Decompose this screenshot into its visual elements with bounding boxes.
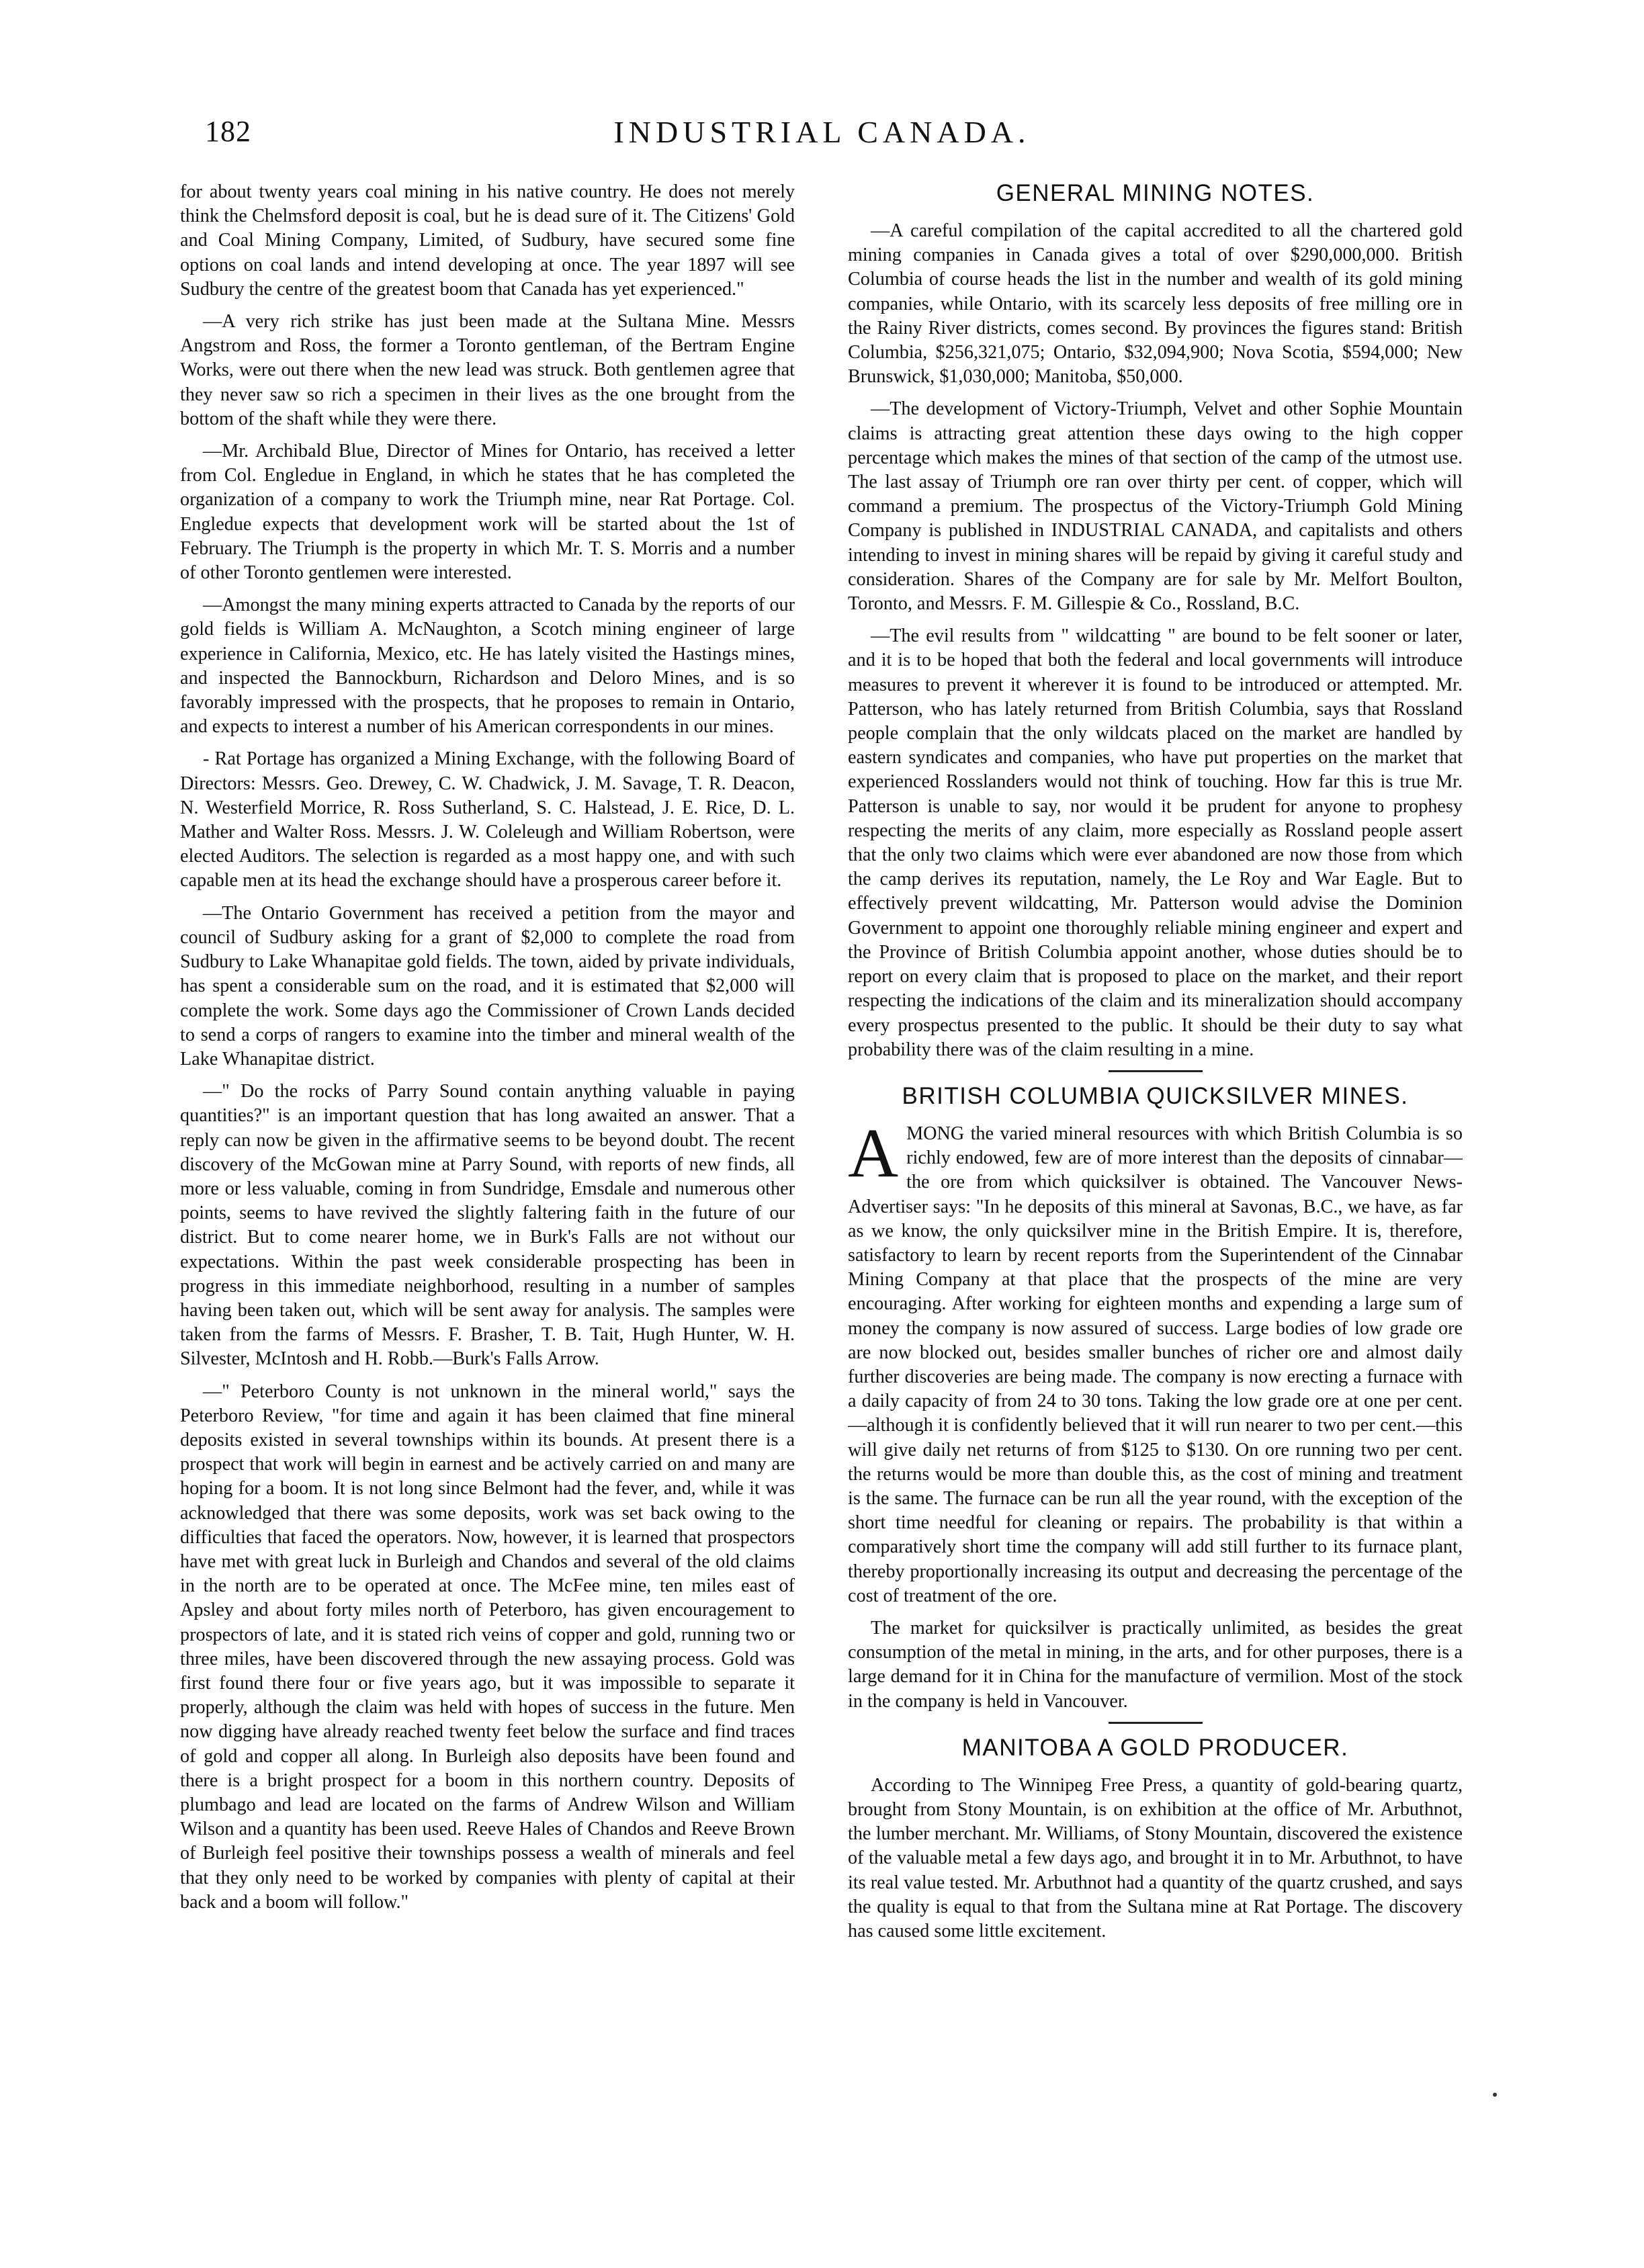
- right-column: [848, 180, 1463, 2228]
- article-paragraph: According to The Winnipeg Free Press, a quantity of gold-bearing quartz, brought from Stony Mountain, is on exhibition at the office of Mr. Arbuthnot, the lumber merchant. Mr. Williams, of Stony Mountain, discovered the existence of the valuable metal a few days ago, and brought it in to Mr. Arbuthnot, to have its real value tested. Mr. Arbuthnot had a quantity of the quartz crushed, and says the quality is equal to that from the Sultana mine at Rat Portage. The discovery has caused some little excitement.: [848, 1774, 1463, 1942]
- article-paragraph: —A very rich strike has just been made at the Sultana Mine. Messrs Angstrom and Ross, the former a Toronto gentleman, of the Bertram Engine Works, were out there when the new lead was struck. Both gentlemen agree that they never saw so rich a specimen in their lives as the one brought from the bottom of the shaft while they were there.: [180, 311, 795, 429]
- article-paragraph: The market for quicksilver is practically unlimited, as besides the great consumption of the metal in mining, in the arts, and for other purposes, there is a large demand for it in China for the manufacture of vermilion. Most of the stock in the company is held in Vancouver.: [848, 1617, 1463, 1712]
- article-paragraph: —The Ontario Government has received a petition from the mayor and council of Sudbury asking for a grant of $2,000 to complete the road from Sudbury to Lake Whanapitae gold fields. The town, aided by private individuals, has spent a considerable sum on the road, and it is estimated that $2,000 will complete the work. Some days ago the Commissioner of Crown Lands decided to send a corps of rangers to examine into the timber and mineral wealth of the Lake Whanapitae district.: [180, 902, 795, 1070]
- drop-cap: A: [848, 1114, 899, 1192]
- section-divider: [1109, 1070, 1203, 1072]
- page-header: [0, 0, 1644, 175]
- article-paragraph: —The evil results from " wildcatting " are bound to be felt sooner or later, and it is to be hoped that both the federal and local governments will introduce measures to prevent it wherever it is found to be introduced or attempted. Mr. Patterson, who has lately returned from British Columbia, says that Rossland people complain that the only wildcats placed on the market are handled by eastern syndicates and companies, who have put properties on the market that experienced Rosslanders would not think of touching. How far this is true Mr. Patterson is unable to say, nor would it be prudent for anyone to prophesy respecting the merits of any claim, more especially as Rossland people assert that the only two claims which were ever abandoned are now those from which the camp derives its reputation, namely, the Le Roy and War Eagle. But to effectively prevent wildcatting, Mr. Patterson would advise the Dominion Government to appoint one thoroughly reliable mining engineer and expert and the Province of British Columbia appoint another, whose duties should be to report on every claim that is proposed to place on the market, and their report respecting the indications of the claim and its mineralization should accompany every prospectus presented to the public. It should be their duty to say what probability there was of the claim resulting in a mine.: [848, 625, 1463, 1060]
- section-heading-manitoba: MANITOBA A GOLD PRODUCER.: [961, 1734, 1349, 1761]
- article-paragraph-lead: [848, 1114, 1463, 1608]
- article-paragraph: —A careful compilation of the capital accredited to all the chartered gold mining companies in Canada gives a total of over $290,000,000. British Columbia of course heads the list in the number and wealth of its gold mining companies, while Ontario, with its scarcely less deposits of free milling ore in the Rainy River districts, comes second. By provinces the figures stand: British Columbia, $256,321,075; Ontario, $32,094,900; Nova Scotia, $594,000; New Brunswick, $1,030,000; Manitoba, $50,000.: [848, 220, 1463, 388]
- running-title: INDUSTRIAL CANADA.: [613, 115, 1031, 149]
- article-paragraph: —Amongst the many mining experts attracted to Canada by the reports of our gold fields is William A. McNaughton, a Scotch mining engineer of large experience in California, Mexico, etc. He has lately visited the Hastings mines, and inspected the Bannockburn, Richardson and Deloro Mines, and is so favorably impressed with the prospects, that he proposes to remain in Ontario, and expects to interest a number of his American correspondents in our mines.: [180, 595, 795, 738]
- page-number: 182: [205, 115, 251, 148]
- article-paragraph: —" Do the rocks of Parry Sound contain anything valuable in paying quantities?" is an important question that has long awaited an answer. That a reply can now be given in the affirmative seems to be beyond doubt. The recent discovery of the McGowan mine at Parry Sound, with reports of new finds, all more or less valuable, coming in from Sundridge, Emsdale and numerous other points, seems to have revived the slightly faltering faith in the future of our district. But to come nearer home, we in Burk's Falls are not without our expectations. Within the past week considerable prospecting has been in progress in this immediate neighborhood, resulting in a number of samples having been taken out, which will be sent away for analysis. The samples were taken from the farms of Messrs. F. Brasher, T. B. Tait, Hugh Hunter, W. H. Silvester, McIntosh and H. Robb.—Burk's Falls Arrow.: [180, 1081, 795, 1370]
- article-paragraph: for about twenty years coal mining in his native country. He does not merely think the Chelmsford deposit is coal, but he is dead sure of it. The Citizens' Gold and Coal Mining Company, Limited, of Sudbury, have secured some fine options on coal lands and intend developing at once. The year 1897 will see Sudbury the centre of the greatest boom that Canada has yet experienced.": [180, 181, 795, 300]
- article-paragraph: —Mr. Archibald Blue, Director of Mines for Ontario, has received a letter from Col. Engledue in England, in which he states that he has completed the organization of a company to work the Triumph mine, near Rat Portage. Col. Engledue expects that development work will be started about the 1st of February. The Triumph is the property in which Mr. T. S. Morris and a number of other Toronto gentlemen were interested.: [180, 441, 795, 584]
- article-paragraph: —" Peterboro County is not unknown in the mineral world," says the Peterboro Review, "for time and again it has been claimed that fine mineral deposits existed in several townships within its bounds. At present there is a prospect that work will begin in earnest and be actively carried on and many are hoping for a boom. It is not long since Belmont had the fever, and, while it was acknowledged that there was some deposits, work was set back owing to the difficulties that faced the operators. Now, however, it is learned that prospectors have met with great luck in Burleigh and Chandos and several of the old claims in the north are to be operated at once. The McFee mine, ten miles east of Apsley and about forty miles north of Peterboro, has given encouragement to prospectors of late, and it is stated rich veins of copper and gold, running two or three miles, have been discovered through the new assaying process. Gold was first found there four or five years ago, but it was impossible to separate it properly, although the claim was held with hopes of success in the future. Men now digging have already reached twenty feet below the surface and find traces of gold and copper all along. In Burleigh also deposits have been found and there is a bright prospect for a boom in this northern country. Deposits of plumbago and lead are located on the farms of Andrew Wilson and William Wilson and a quantity has been used. Reeve Hales of Chandos and Reeve Brown of Burleigh feel positive their townships possess a wealth of minerals and feel that they only need to be worked by companies with plenty of capital at their back and a boom will follow.": [180, 1381, 795, 1913]
- print-speck: [1493, 2093, 1497, 2097]
- left-column: [180, 180, 795, 2228]
- article-paragraph: - Rat Portage has organized a Mining Exchange, with the following Board of Directors: Messrs. Geo. Drewey, C. W. Chadwick, J. M. Savage, T. R. Deacon, N. Westerfield Morrice, R. Ross Sutherland, S. C. Halstead, J. E. Rice, D. L. Mather and Walter Ross. Messrs. J. W. Coleleugh and William Robertson, were elected Auditors. The selection is regarded as a most happy one, and with such capable men at its head the exchange should have a prosperous career before it.: [180, 748, 795, 891]
- section-heading-general-mining-notes: GENERAL MINING NOTES.: [996, 180, 1315, 206]
- section-divider: [1109, 1722, 1203, 1724]
- lead-paragraph-text: MONG the varied mineral resources with which British Columbia is so richly endowed, few are of more interest than the deposits of cinnabar—the ore from which quicksilver is obtained. The Vancouver News-Advertiser says: "In he deposits of this mineral at Savonas, B.C., we have, as far as we know, the only quicksilver mine in the British Empire. It is, therefore, satisfactory to learn by recent reports from the Superintendent of the Cinnabar Mining Company at that place that the prospects of the mine are very encouraging. After working for eighteen months and expending a large sum of money the company is now assured of success. Large bodies of low grade ore are now blocked out, besides smaller bunches of richer ore and almost daily further discoveries are being made. The company is now erecting a furnace with a daily capacity of from 24 to 30 tons. Taking the low grade ore at one per cent.—although it is confidently believed that it will run nearer to two per cent.—this will give daily net returns of from $125 to $130. On ore running two per cent. the returns would be more than double this, as the cost of mining and treatment is the same. The furnace can be run all the year round, with the exception of the short time needful for cleaning or repairs. The probability is that within a comparatively short time the company will add still further to its furnace plant, thereby proportionally increasing its output and decreasing the percentage of the cost of treatment of the ore.: [848, 1123, 1463, 1606]
- section-heading-quicksilver: BRITISH COLUMBIA QUICKSILVER MINES.: [902, 1082, 1409, 1109]
- article-paragraph: —The development of Victory-Triumph, Velvet and other Sophie Mountain claims is attracting great attention these days owing to the high copper percentage which makes the mines of that section of the camp of the utmost use. The last assay of Triumph ore ran over thirty per cent. of copper, which will command a premium. The prospectus of the Victory-Triumph Gold Mining Company is published in INDUSTRIAL CANADA, and capitalists and others intending to invest in mining shares will be repaid by giving it careful study and consideration. Shares of the Company are for sale by Mr. Melfort Boulton, Toronto, and Messrs. F. M. Gillespie & Co., Rossland, B.C.: [848, 398, 1463, 615]
